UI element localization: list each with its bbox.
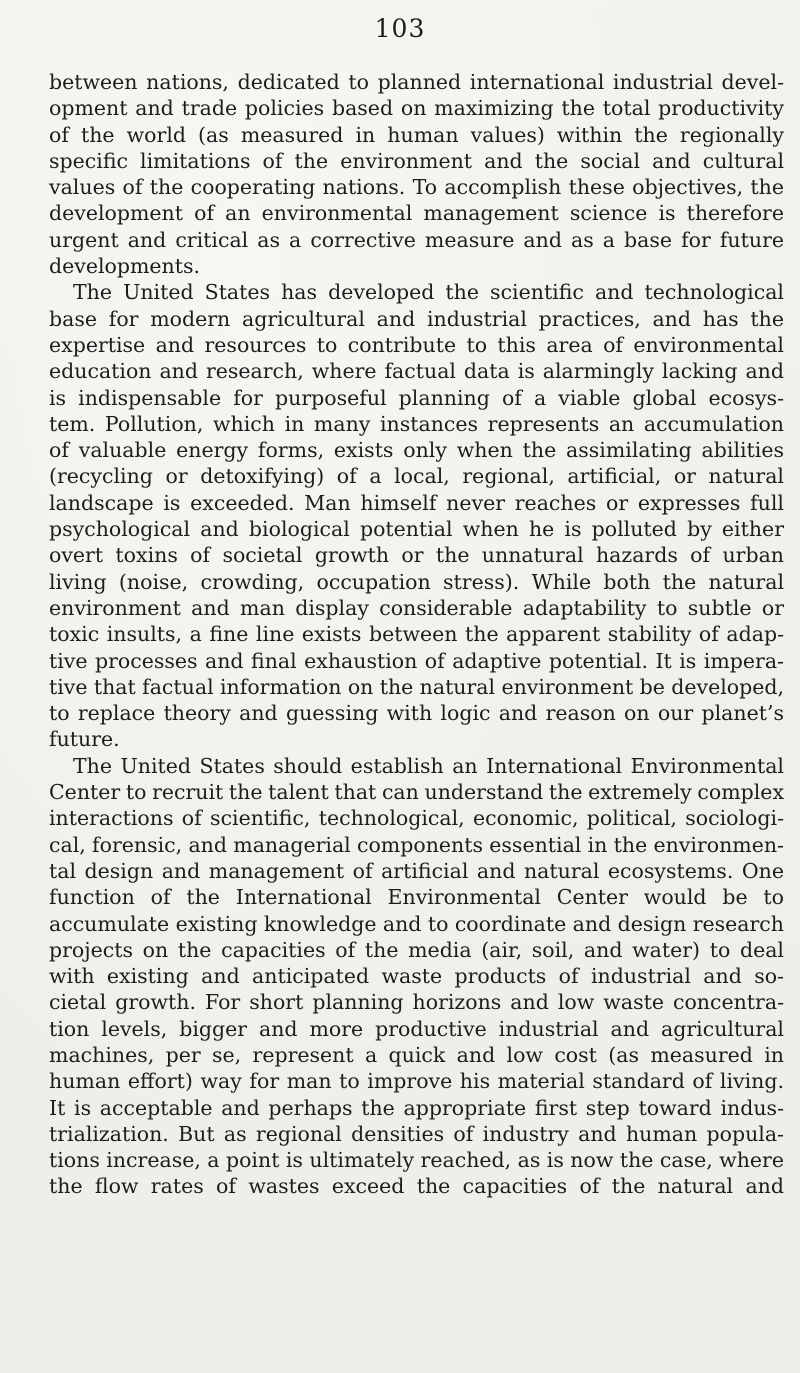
text-line: tive that factual information on the natural environment be developed, — [49, 674, 784, 699]
text-line: Center to recruit the talent that can understand the extremely complex — [49, 780, 784, 805]
text-line: tem. Pollution, which in many instances represents an accumulation — [49, 411, 784, 436]
paragraph-2 — [49, 279, 784, 752]
text-line: The United States should establish an International Environmental — [73, 753, 784, 778]
text-line: urgent and critical as a corrective measure and as a base for future — [49, 227, 784, 252]
text-line: machines, per se, represent a quick and low cost (as measured in — [49, 1042, 784, 1067]
text-line: the flow rates of wastes exceed the capacities of the natural and — [49, 1174, 784, 1199]
text-line: tal design and management of artificial and natural ecosystems. One — [49, 858, 784, 883]
text-line: expertise and resources to contribute to this area of environmental — [49, 332, 784, 357]
paragraph-3 — [49, 753, 784, 1200]
text-line: environment and man display considerable adaptability to subtle or — [49, 595, 784, 620]
text-line: psychological and biological potential when he is polluted by either — [49, 517, 784, 542]
text-line: tion levels, bigger and more productive industrial and agricultural — [49, 1016, 784, 1041]
text-line: It is acceptable and perhaps the appropriate first step toward indus- — [49, 1095, 784, 1120]
text-line: toxic insults, a fine line exists between the apparent stability of adap- — [49, 622, 784, 647]
text-line: with existing and anticipated waste products of industrial and so- — [49, 964, 784, 989]
text-line: of valuable energy forms, exists only when the assimilating abilities — [49, 438, 784, 463]
text-line: tive processes and final exhaustion of adaptive potential. It is impera- — [49, 648, 784, 673]
text-line: function of the International Environmental Center would be to — [49, 885, 784, 910]
text-line: The United States has developed the scientific and technological — [73, 280, 784, 305]
paragraph-1 — [49, 69, 784, 279]
text-line: specific limitations of the environment and the social and cultural — [49, 148, 784, 173]
page-number: 103 — [374, 14, 426, 43]
text-line: (recycling or detoxifying) of a local, regional, artificial, or natural — [49, 464, 784, 489]
text-line: accumulate existing knowledge and to coordinate and design research — [49, 911, 784, 936]
text-line: cal, forensic, and managerial components essential in the environmen- — [49, 832, 784, 857]
text-line: of the world (as measured in human values) within the regionally — [49, 122, 784, 147]
text-line: landscape is exceeded. Man himself never reaches or expresses full — [49, 490, 784, 515]
text-line: between nations, dedicated to planned international industrial devel- — [49, 70, 784, 94]
text-line: to replace theory and guessing with logic and reason on our planet’s — [49, 701, 784, 726]
text-line: overt toxins of societal growth or the unnatural hazards of urban — [49, 543, 784, 568]
text-line: is indispensable for purposeful planning of a viable global ecosys- — [49, 385, 784, 410]
text-line: trialization. But as regional densities of industry and human popula- — [49, 1121, 784, 1146]
text-line: developments. — [49, 254, 201, 279]
text-line: values of the cooperating nations. To accomplish these objectives, the — [49, 175, 784, 200]
text-line: living (noise, crowding, occupation stress). While both the natural — [49, 569, 784, 594]
text-line: projects on the capacities of the media (air, soil, and water) to deal — [49, 937, 784, 962]
text-line: base for modern agricultural and industrial practices, and has the — [49, 306, 784, 331]
text-line: human effort) way for man to improve his material standard of living. — [49, 1069, 784, 1094]
text-line: development of an environmental management science is therefore — [49, 201, 784, 226]
text-line: interactions of scientific, technological, economic, political, sociologi- — [49, 806, 784, 831]
text-line: opment and trade policies based on maximizing the total productivity — [49, 96, 784, 121]
body-text — [49, 69, 784, 1200]
text-line: tions increase, a point is ultimately reached, as is now the case, where — [49, 1148, 784, 1173]
text-line: education and research, where factual data is alarmingly lacking and — [49, 359, 784, 384]
text-line: future. — [49, 727, 120, 752]
text-line: cietal growth. For short planning horizons and low waste concentra- — [49, 990, 784, 1015]
